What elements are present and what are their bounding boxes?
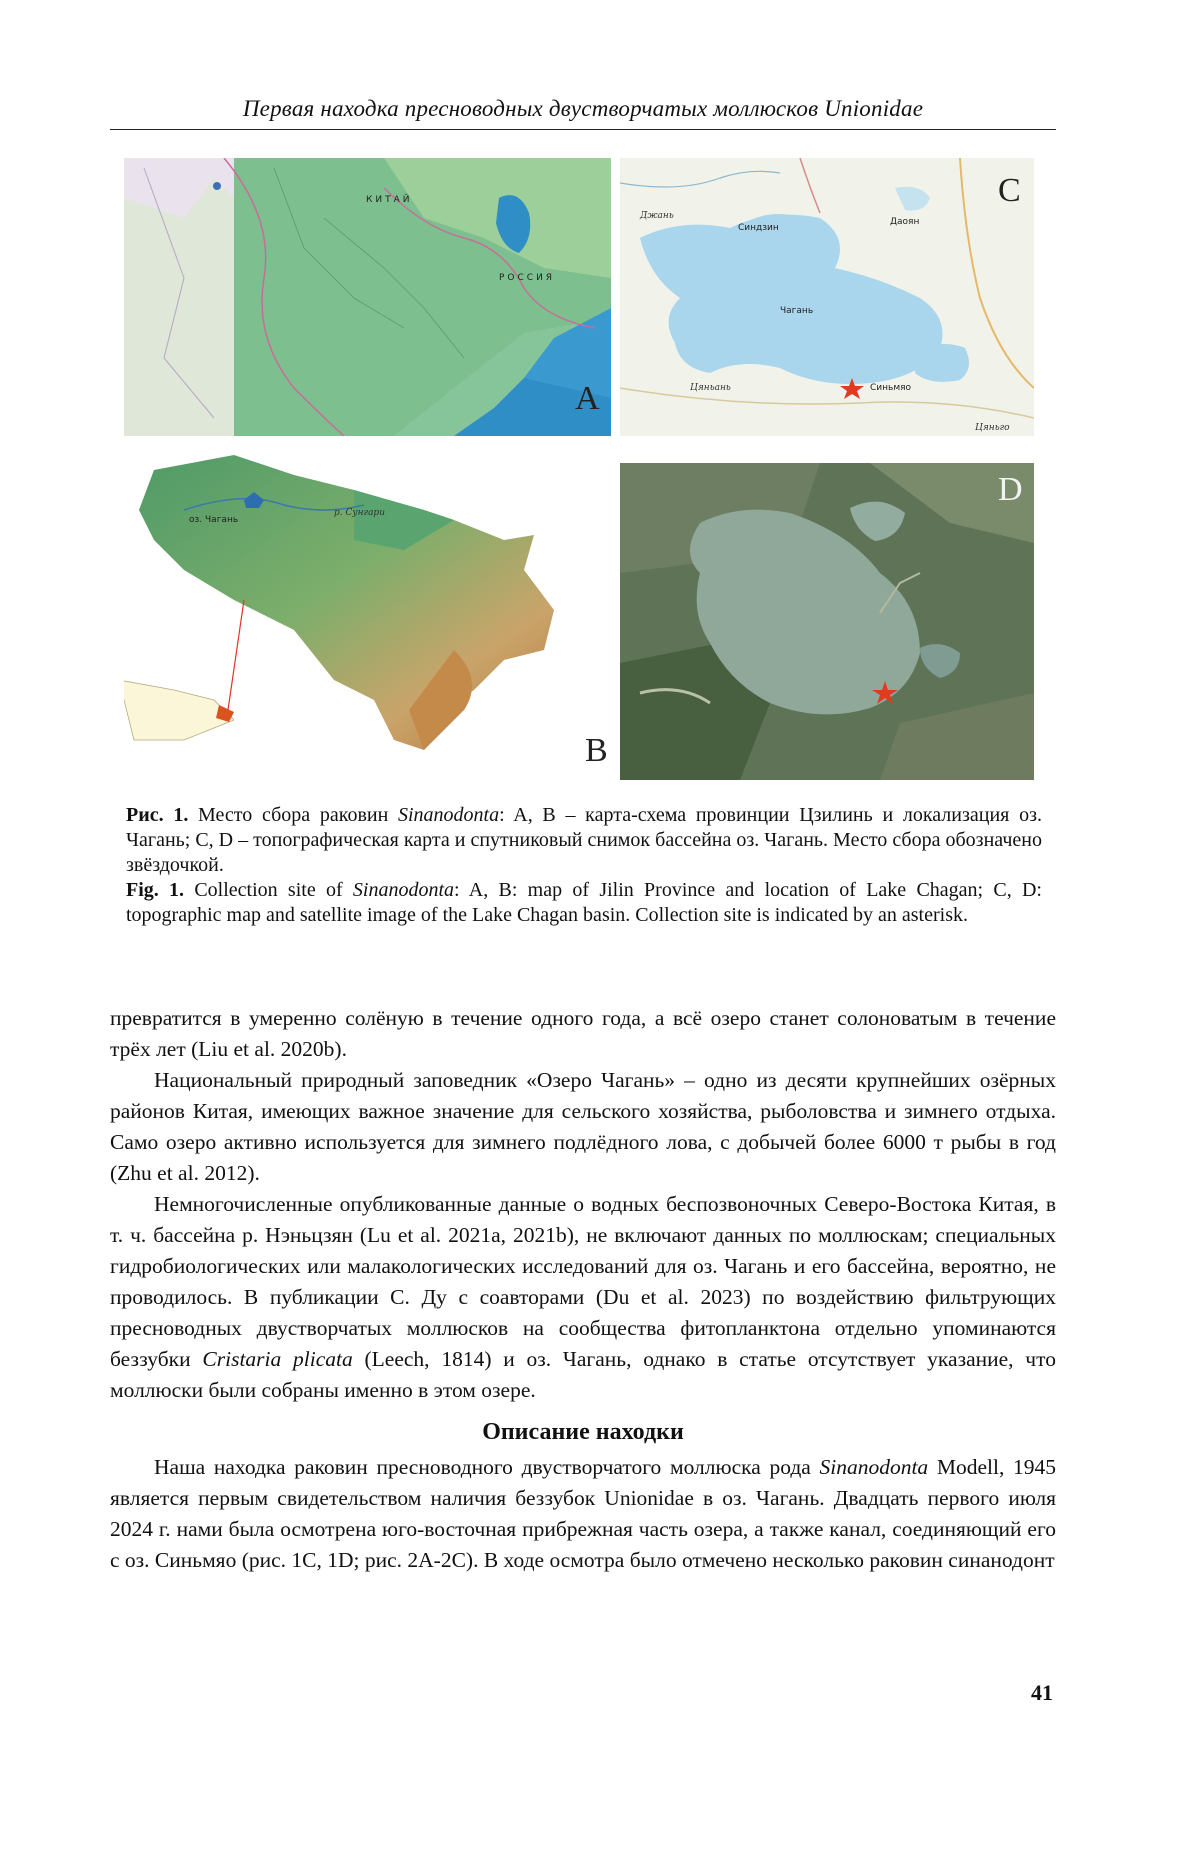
map-b-label-river: р. Сунгари bbox=[334, 508, 385, 518]
caption-en-genus: Sinanodonta bbox=[352, 879, 455, 901]
map-a-image bbox=[124, 158, 611, 436]
page-number: 41 bbox=[1031, 1680, 1053, 1705]
map-c-label-tsyan2: Цяньго bbox=[975, 423, 1010, 433]
paragraph-2: Национальный природный заповедник «Озеро Чагань» – одно из десяти крупнейших озёрных районов Китая, имеющих важное значение для сельского хозяйства, рыболовства и зимнего отдыха. Само озеро активно используется для зимнего подлёдного лова, с добычей более 6000 т рыбы в год (Zhu et al. 2012). bbox=[110, 1068, 1056, 1185]
figure-panel-d bbox=[620, 463, 1034, 780]
running-title: Первая находка пресноводных двустворчатых моллюсков Unionidae bbox=[242, 96, 924, 121]
map-a-label-china: КИТАЙ bbox=[366, 195, 413, 205]
body-text bbox=[110, 1003, 1056, 1576]
map-c-label-sinmyao: Синьмяо bbox=[870, 383, 912, 393]
caption-ru-text-2: : A, B – карта-схема провинции Цзилинь и локализация оз. Чагань; C, D – топографическая карта и спутниковый снимок бассейна оз. Чагань. Место сбора обозначено звёздочкой. bbox=[126, 804, 1042, 876]
paragraph-4-text-1: Наша находка раковин пресноводного двустворчатого моллюска рода bbox=[154, 1455, 820, 1479]
paragraph-1: превратится в умеренно солёную в течение одного года, а всё озеро станет солоноватым в течение трёх лет (Liu et al. 2020b). bbox=[110, 1006, 1056, 1061]
caption-ru bbox=[126, 803, 1042, 878]
section-heading: Описание находки bbox=[482, 1419, 684, 1445]
caption-en bbox=[126, 878, 1042, 928]
map-c-label-dzhan: Джань bbox=[640, 211, 674, 221]
caption-en-text-1: Collection site of bbox=[184, 879, 353, 901]
panel-letter-b: B bbox=[585, 732, 608, 769]
map-b-label-lake: оз. Чагань bbox=[189, 515, 239, 525]
paragraph-4-genus: Sinanodonta bbox=[819, 1455, 929, 1479]
panel-letter-d: D bbox=[998, 471, 1023, 508]
panel-letter-a: A bbox=[575, 380, 600, 417]
map-c-label-dayan: Даоян bbox=[890, 217, 920, 227]
figure-panel-b bbox=[124, 450, 611, 780]
caption-ru-genus: Sinanodonta bbox=[398, 804, 500, 826]
paragraph-4 bbox=[110, 1452, 1056, 1576]
paragraph-3-text-1: Немногочисленные опубликованные данные о водных беспозвоночных Северо-Востока Китая, в т. ч. бассейна р. Нэньцзян (Lu et al. 2021a, 2021b), не включают данных по моллюскам; специальных гидробиологических или малакологических исследований для оз. Чагань и его бассейна, вероятно, не проводилось. В публикации С. Ду с соавторами (Du et al. 2023) по воздействию фильтрующих пресноводных двустворчатых моллюсков на сообщества фитопланктона отдельно упоминаются беззубки bbox=[110, 1192, 1056, 1371]
map-d-image bbox=[620, 463, 1034, 780]
map-c-label-sindzin: Синдзин bbox=[738, 223, 779, 233]
paragraph-4-text-2: Modell, 1945 является первым свидетельством наличия беззубок Unionidae в оз. Чагань. Двадцать первого июля 2024 г. нами была осмотрена юго-восточная прибрежная часть озера, а также канал, соединяющий его с оз. Синьмяо (рис. 1C, 1D; рис. 2A-2C). В ходе осмотра было отмечено несколько раковин синанодонт bbox=[110, 1455, 1057, 1572]
figure-panel-a bbox=[124, 158, 611, 436]
map-a-label-russia: РОССИЯ bbox=[499, 273, 556, 283]
caption-ru-label: Рис. 1. bbox=[126, 804, 189, 826]
caption-ru-text-1: Место сбора раковин bbox=[188, 804, 398, 826]
figure-panel-c bbox=[620, 158, 1034, 436]
map-c-label-chagan: Чагань bbox=[780, 306, 814, 316]
figure-caption bbox=[126, 803, 1042, 928]
caption-en-label: Fig. 1. bbox=[126, 879, 185, 901]
panel-letter-c: C bbox=[998, 172, 1021, 209]
map-b-image bbox=[124, 450, 611, 780]
paragraph-3-text-2: (Leech, 1814) и оз. Чагань, однако в статье отсутствует указание, что моллюски были собраны именно в этом озере. bbox=[110, 1347, 1056, 1402]
caption-en-text-2: : A, B: map of Jilin Province and location of Lake Chagan; C, D: topographic map and satellite image of the Lake Chagan basin. Collection site is indicated by an asterisk. bbox=[126, 879, 1042, 926]
paragraph-3-species: Cristaria plicata bbox=[202, 1347, 353, 1371]
paragraph-3 bbox=[110, 1189, 1056, 1406]
map-c-image bbox=[620, 158, 1034, 436]
map-c-label-tsyan: Цяньань bbox=[690, 383, 731, 393]
header-rule bbox=[110, 129, 1056, 130]
